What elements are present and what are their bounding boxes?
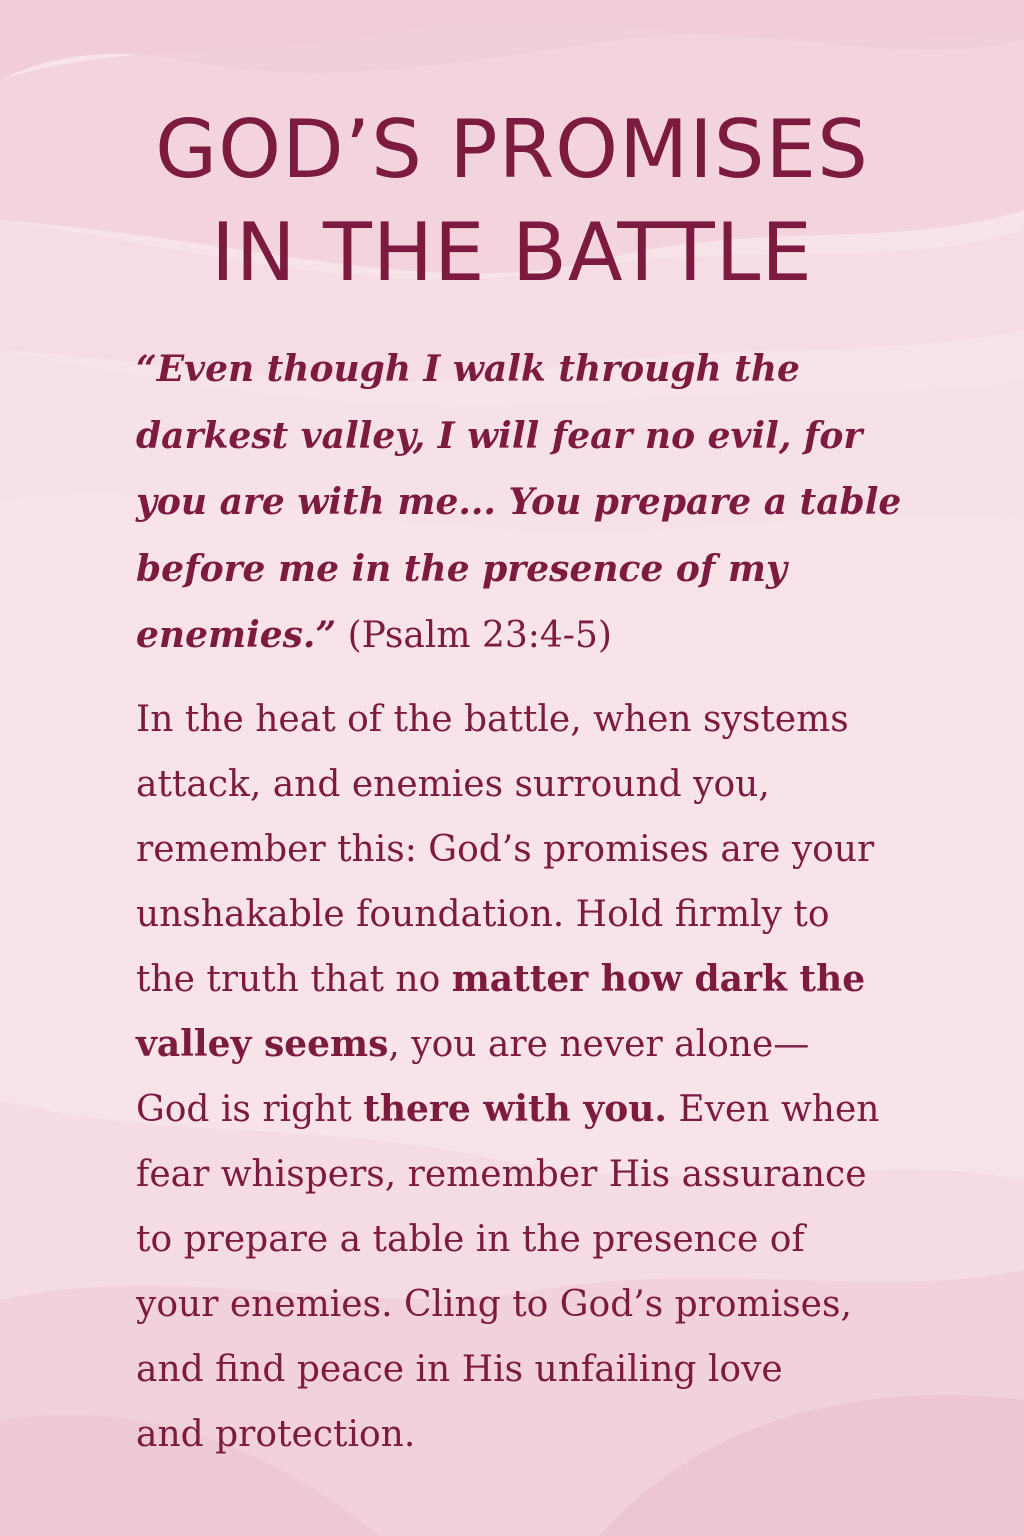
body-line: to prepare a table in the presence of <box>136 1219 805 1260</box>
emphasis-text: there with you. <box>363 1088 667 1130</box>
body-text: the truth that no <box>136 959 452 1000</box>
title-line-1: GOD’S PROMISES <box>155 103 869 196</box>
body-line <box>136 1012 976 1077</box>
verse-line: before me in the presence of my <box>136 547 787 590</box>
body-text: Even when <box>666 1089 880 1130</box>
body-line: In the heat of the battle, when systems <box>136 699 849 740</box>
body-line: fear whispers, remember His assurance <box>136 1154 867 1195</box>
body-line <box>136 1077 976 1142</box>
body-line: attack, and enemies surround you, <box>136 764 770 805</box>
verse-last-text: enemies.” <box>136 614 337 656</box>
page-title <box>40 98 984 304</box>
body-line <box>136 947 976 1012</box>
body-line: and find peace in His unfailing love <box>136 1349 783 1390</box>
verse-line: you are with me... You prepare a table <box>136 481 902 523</box>
body-line: and protection. <box>136 1414 416 1455</box>
scripture-quote <box>136 336 956 670</box>
verse-line: “Even though I walk through the <box>136 348 800 390</box>
body-text: , you are never alone— <box>388 1024 810 1065</box>
body-line: remember this: God’s promises are your <box>136 829 875 870</box>
body-line: your enemies. Cling to God’s promises, <box>136 1284 852 1325</box>
verse-line: darkest valley, I will fear no evil, for <box>136 414 863 457</box>
emphasis-text: valley seems <box>136 1023 389 1065</box>
title-line-2: IN THE BATTLE <box>211 206 813 299</box>
verse-line-last <box>136 602 956 670</box>
body-text: God is right <box>136 1089 364 1130</box>
devotional-body <box>136 687 976 1467</box>
scripture-reference: (Psalm 23:4-5) <box>336 615 612 656</box>
emphasis-text: matter how dark the <box>451 958 866 1000</box>
body-line: unshakable foundation. Hold firmly to <box>136 894 830 935</box>
